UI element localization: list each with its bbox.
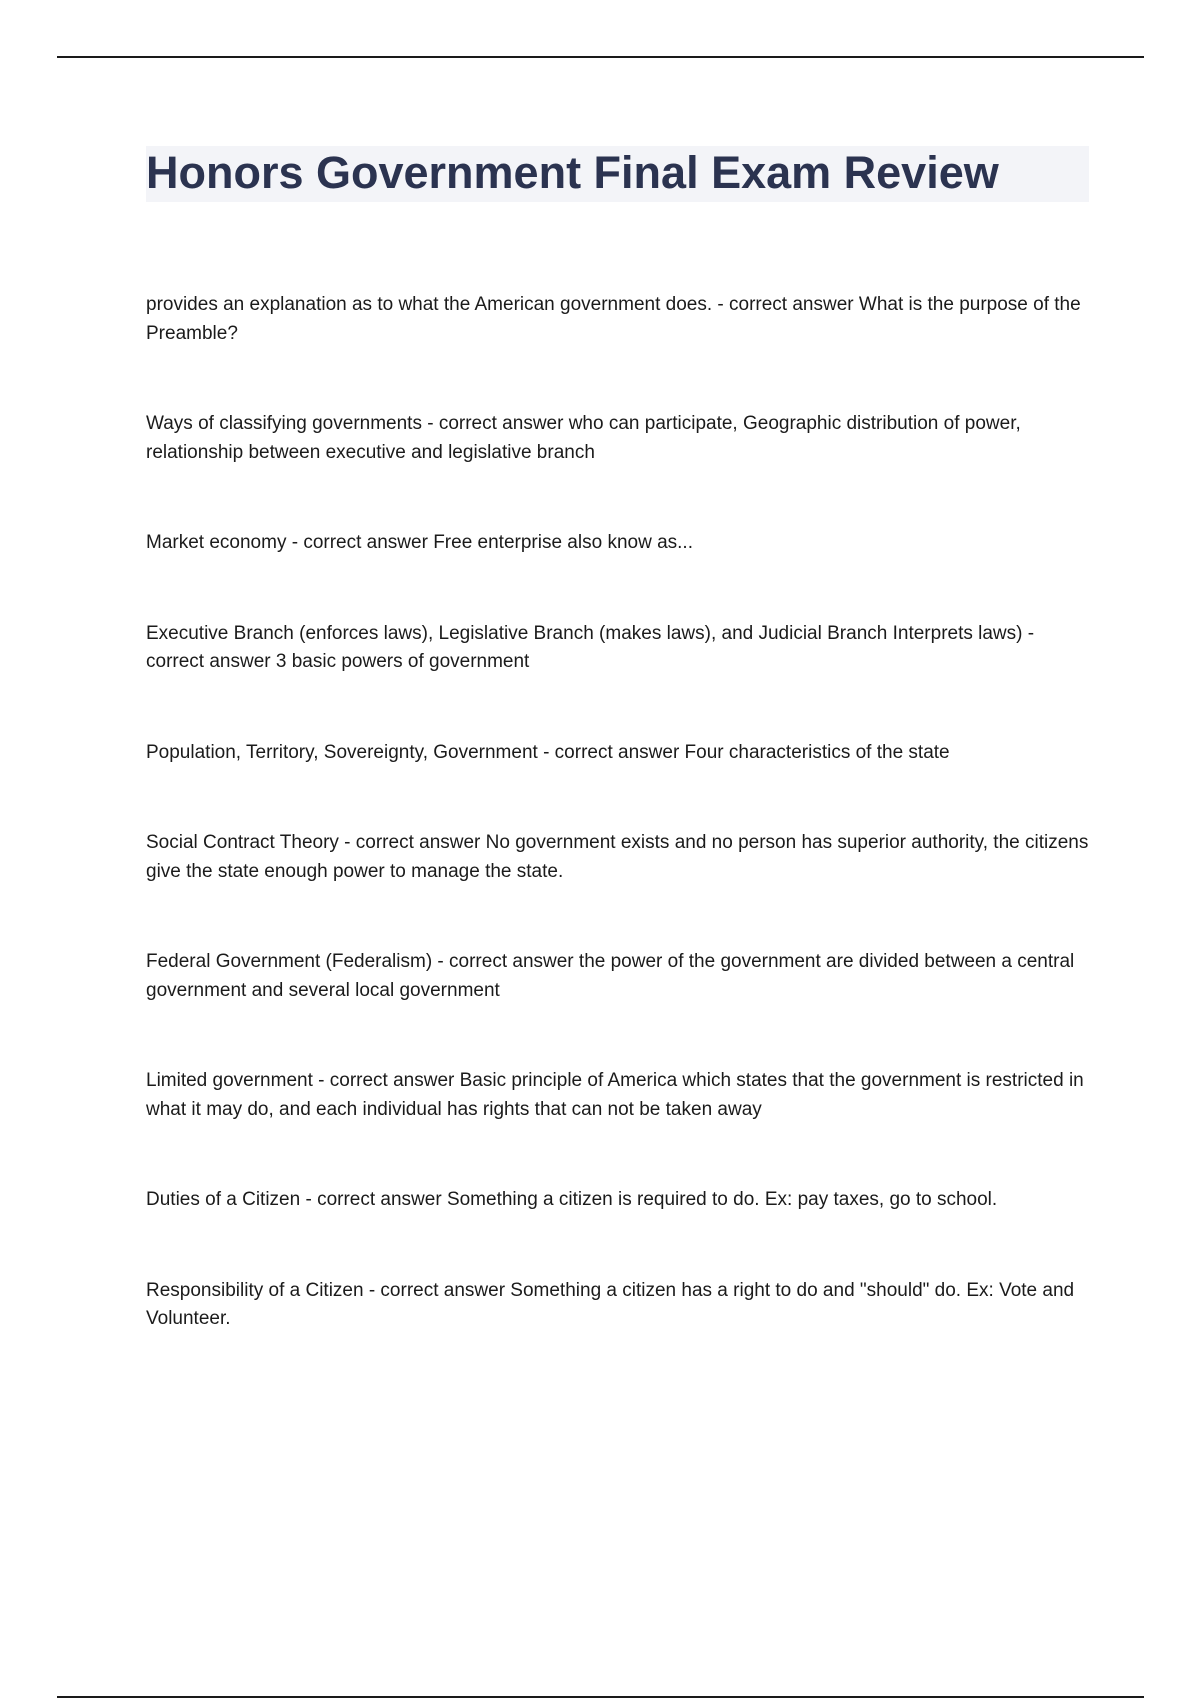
qa-entry: Duties of a Citizen - correct answer Something a citizen is required to do. Ex: pay taxes, go to school. — [146, 1189, 998, 1210]
qa-entry: Responsibility of a Citizen - correct answer Something a citizen has a right to do and "should" do. Ex: Vote and Volunteer. — [146, 1279, 1075, 1329]
qa-entry: Ways of classifying governments - correct answer who can participate, Geographic distribution of power, relationship between executive and legislative branch — [146, 413, 1021, 463]
qa-entry: Limited government - correct answer Basic principle of America which states that the government is restricted in what it may do, and each individual has rights that can not be taken away — [146, 1070, 1084, 1120]
qa-entry: Market economy - correct answer Free enterprise also know as... — [146, 532, 693, 553]
footer-rule — [57, 1696, 1144, 1698]
qa-entry: Federal Government (Federalism) - correct answer the power of the government are divided between a central government and several local government — [146, 951, 1075, 1001]
qa-entry: Executive Branch (enforces laws), Legislative Branch (makes laws), and Judicial Branch Interprets laws) - correct answer 3 basic powers of government — [146, 622, 1035, 672]
header-rule — [57, 56, 1144, 58]
qa-list — [146, 291, 1091, 1334]
qa-entry: Social Contract Theory - correct answer No government exists and no person has superior authority, the citizens give the state enough power to manage the state. — [146, 832, 1089, 882]
qa-entry: Population, Territory, Sovereignty, Government - correct answer Four characteristics of the state — [146, 741, 950, 763]
qa-entry: provides an explanation as to what the American government does. - correct answer What is the purpose of the Preamble? — [146, 294, 1081, 344]
page-title: Honors Government Final Exam Review — [146, 147, 999, 198]
